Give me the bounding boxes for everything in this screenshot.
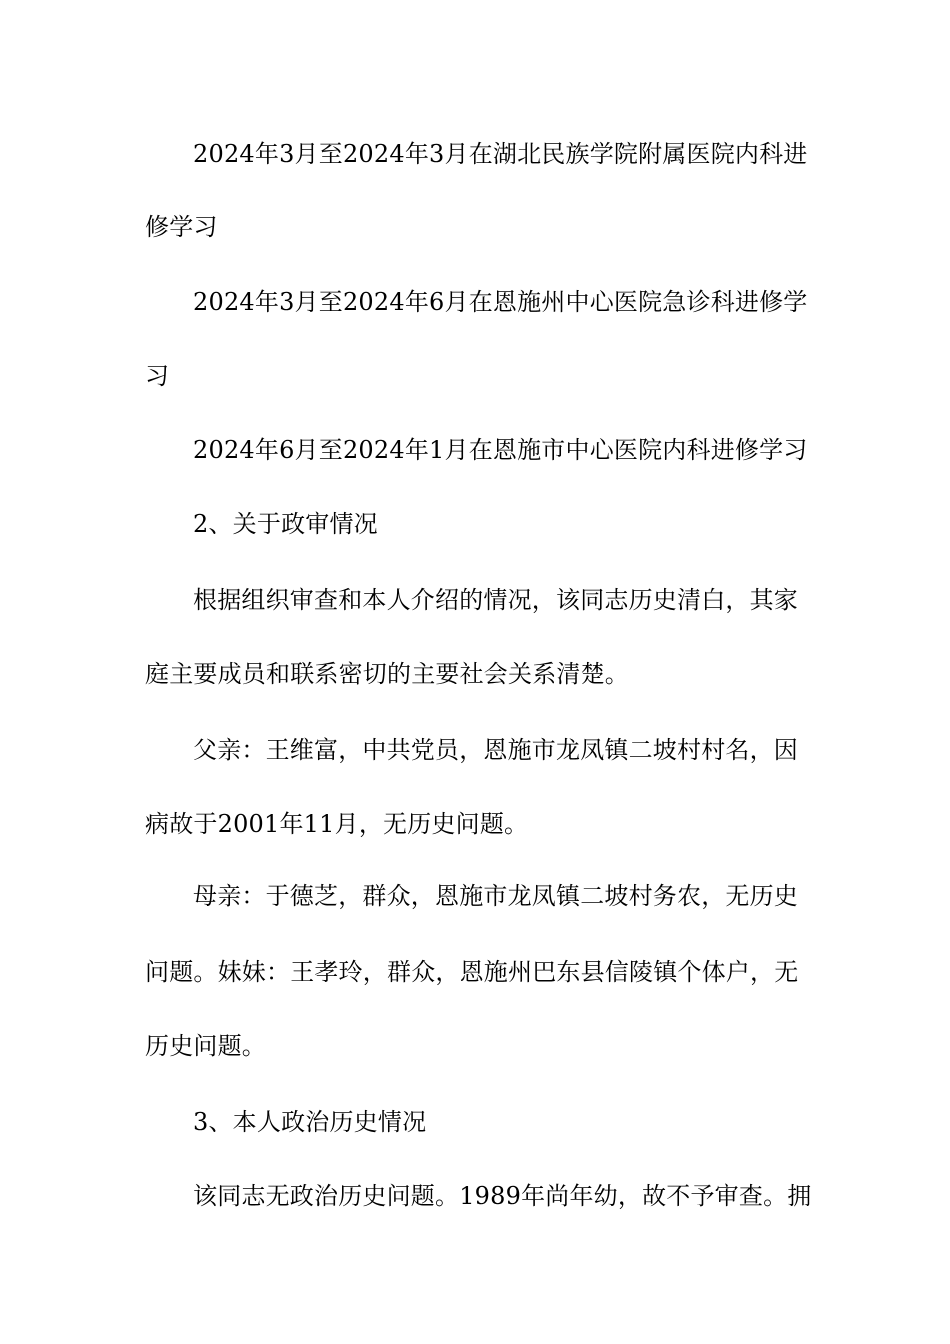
text-line-9: 父亲：王维富，中共党员，恩施市龙凤镇二坡村村名，因 (193, 736, 798, 764)
text-line-1: 2024年3月至2024年3月在湖北民族学院附属医院内科进 (193, 140, 808, 168)
text-line-5: 2024年6月至2024年1月在恩施市中心医院内科进修学习 (193, 436, 808, 464)
text-line-10: 病故于2001年11月，无历史问题。 (145, 810, 529, 838)
section-heading-2: 2、关于政审情况 (193, 510, 378, 538)
text-line-3: 2024年3月至2024年6月在恩施州中心医院急诊科进修学 (193, 288, 808, 316)
text-line-8: 庭主要成员和联系密切的主要社会关系清楚。 (145, 660, 629, 688)
section-heading-3: 3、本人政治历史情况 (193, 1108, 427, 1136)
text-line-4: 习 (145, 362, 170, 390)
text-line-15: 该同志无政治历史问题。1989年尚年幼，故不予审查。拥 (193, 1182, 812, 1210)
text-line-12: 问题。妹妹：王孝玲，群众，恩施州巴东县信陵镇个体户，无 (145, 958, 799, 986)
text-line-7: 根据组织审查和本人介绍的情况，该同志历史清白，其家 (193, 586, 798, 614)
text-line-2: 修学习 (145, 213, 218, 241)
text-line-13: 历史问题。 (145, 1032, 266, 1060)
text-line-11: 母亲：于德芝，群众，恩施市龙凤镇二坡村务农，无历史 (193, 882, 798, 910)
